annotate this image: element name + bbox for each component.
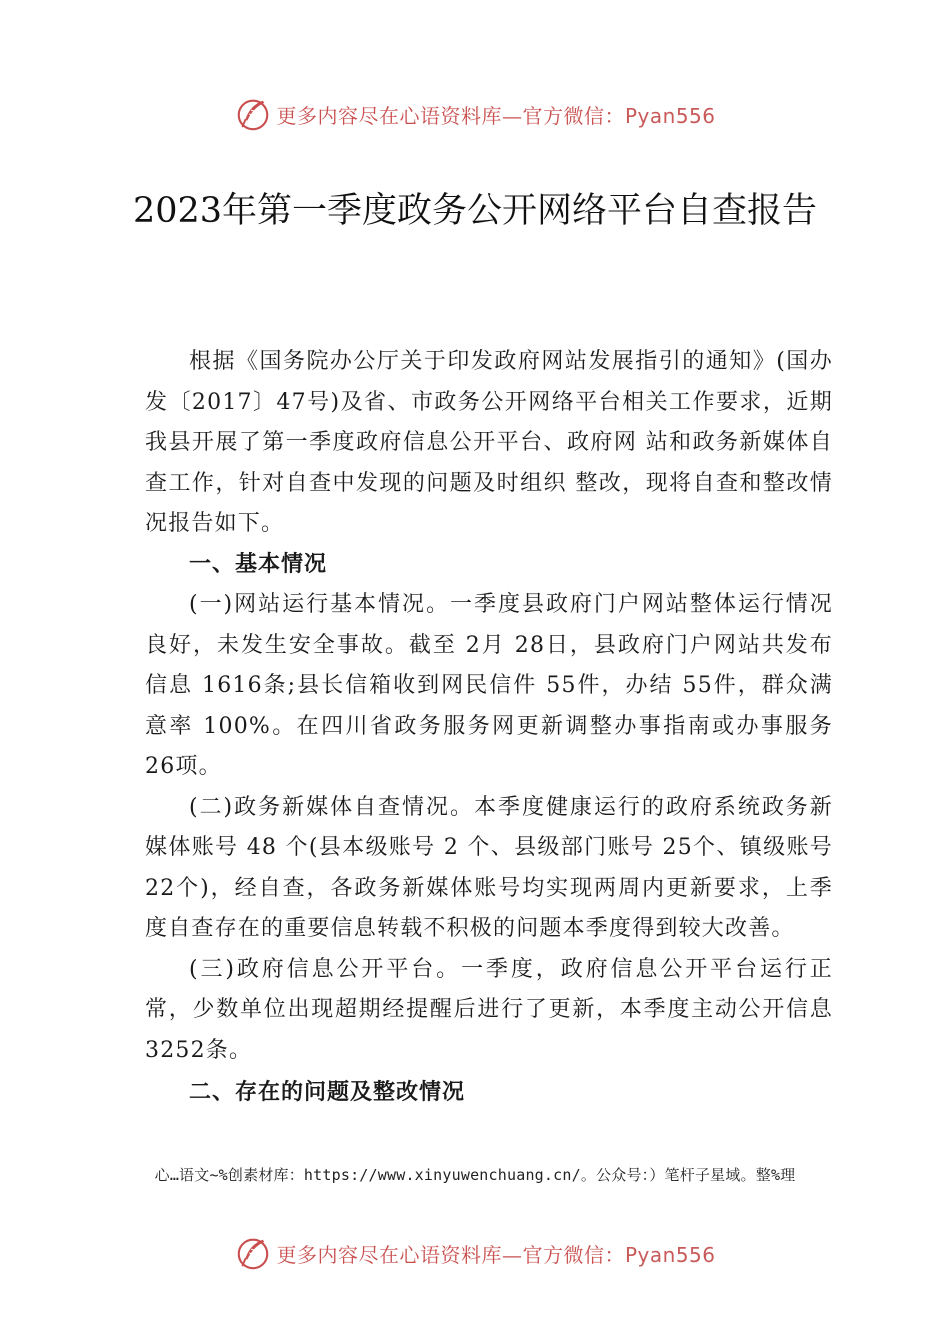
banner-text: 更多内容尽在心语资料库—官方微信：Pyan556 — [276, 1242, 716, 1267]
wechat-id: Pyan556 — [624, 103, 716, 128]
feather-pen-logo-icon — [234, 95, 272, 133]
header-banner — [0, 92, 950, 136]
footer-banner — [0, 1231, 950, 1275]
section-heading-problems: 二、存在的问题及整改情况 — [189, 1080, 466, 1105]
source-note: 心…语文~%创素材库：https://www.xinyuwenchuang.cn/。公众号：）笔杆子星域。整%理 — [154, 1166, 796, 1184]
section-heading-basic: 一、基本情况 — [189, 551, 328, 577]
document-body — [145, 342, 833, 1114]
document-title: 2023年第一季度政务公开网络平台自查报告 — [132, 191, 818, 231]
paragraph-new-media: (二)政务新媒体自查情况。本季度健康运行的政府系统政务新媒体账号 48 个(县本级账号 2 个、县级部门账号 25个、镇级账号 22个)，经自查，各政务新媒体账号均实现两周内更新要求，上季度自查存在的重要信息转载不积极的问题本季度得到较大改善。 — [145, 794, 833, 941]
intro-paragraph: 根据《国务院办公厅关于印发政府网站发展指引的通知》(国办发〔2017〕47号)及省、市政务公开网络平台相关工作要求，近期我县开展了第一季度政府信息公开平台、政府网 站和政务新媒体自查工作，针对自查中发现的问题及时组织 整改，现将自查和整改情况报告如下。 — [145, 349, 833, 536]
wechat-id: Pyan556 — [624, 1242, 716, 1267]
feather-pen-logo-icon — [234, 1234, 272, 1272]
paragraph-website: (一)网站运行基本情况。一季度县政府门户网站整体运行情况良好，未发生安全事故。截至 2月 28日，县政府门户网站共发布信息 1616条;县长信箱收到网民信件 55件，办结 55件，群众满意率 100%。在四川省政务服务网更新调整办事指南或办事服务 26项。 — [145, 592, 833, 779]
paragraph-info-platform: (三)政府信息公开平台。一季度，政府信息公开平台运行正常，少数单位出现超期经提醒后进行了更新，本季度主动公开信息 3252条。 — [145, 956, 833, 1063]
banner-text: 更多内容尽在心语资料库—官方微信：Pyan556 — [276, 103, 716, 128]
